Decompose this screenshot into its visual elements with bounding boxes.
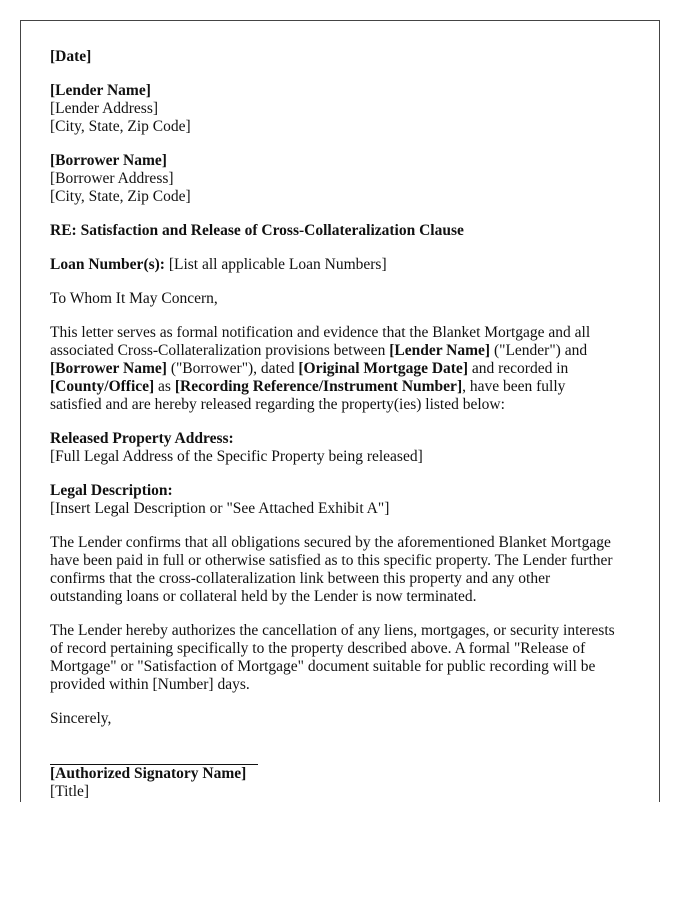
- text-line: The Lender confirms that all obligations secured by the aforementioned Blanket Mortgage: [50, 534, 611, 551]
- signatory-name: [Authorized Signatory Name]: [50, 765, 247, 782]
- legal-label: Legal Description:: [50, 482, 173, 499]
- signatory-title: [Title]: [50, 783, 90, 800]
- closing: Sincerely,: [50, 710, 112, 727]
- text-line: confirms that the cross-collateralization link between this property and any other: [50, 570, 551, 587]
- text-line: [50, 378, 649, 396]
- loan-label: Loan Number(s):: [50, 256, 165, 273]
- legal-value: [Insert Legal Description or "See Attached Exhibit A"]: [50, 500, 390, 517]
- text-segment: [Original Mortgage Date]: [298, 360, 468, 377]
- loan-value: [List all applicable Loan Numbers]: [164, 256, 387, 273]
- text-segment: [County/Office]: [50, 378, 155, 395]
- text-line: satisfied and are hereby released regarding the property(ies) listed below:: [50, 396, 505, 413]
- text-segment: ("Lender") and: [490, 342, 588, 359]
- text-line: The Lender hereby authorizes the cancellation of any liens, mortgages, or security interests: [50, 622, 615, 639]
- notification-paragraph: [50, 324, 649, 414]
- letter-page: [20, 20, 660, 802]
- borrower-name: [Borrower Name]: [50, 152, 167, 169]
- date: [50, 48, 649, 66]
- legal-description: [50, 482, 649, 518]
- letter-body: [50, 48, 649, 801]
- text-line: have been paid in full or otherwise satisfied as to this specific property. The Lender further: [50, 552, 613, 569]
- text-segment: and recorded in: [467, 360, 569, 377]
- borrower-address: [Borrower Address]: [50, 170, 174, 187]
- lender-block: [50, 82, 649, 136]
- borrower-city: [City, State, Zip Code]: [50, 188, 191, 205]
- released-value: [Full Legal Address of the Specific Property being released]: [50, 448, 423, 465]
- lender-address: [Lender Address]: [50, 100, 159, 117]
- text-line: outstanding loans or collateral held by the Lender is now terminated.: [50, 588, 477, 605]
- text-line: [50, 342, 649, 360]
- text-segment: [Lender Name]: [389, 342, 491, 359]
- lender-name: [Lender Name]: [50, 82, 151, 99]
- text-segment: associated Cross-Collateralization provisions between: [50, 342, 390, 359]
- text-line: Mortgage" or "Satisfaction of Mortgage" document suitable for public recording will be: [50, 658, 596, 675]
- text-line: [50, 360, 649, 378]
- borrower-block: [50, 152, 649, 206]
- text-segment: [Recording Reference/Instrument Number]: [174, 378, 463, 395]
- date-text: [Date]: [50, 48, 92, 65]
- subject-line: [50, 222, 649, 240]
- signature-line: [50, 744, 258, 765]
- lender-city: [City, State, Zip Code]: [50, 118, 191, 135]
- authorization-paragraph: [50, 622, 649, 694]
- text-line: provided within [Number] days.: [50, 676, 250, 693]
- loan-numbers: [50, 256, 649, 274]
- text-segment: as: [154, 378, 175, 395]
- salutation: To Whom It May Concern,: [50, 290, 218, 307]
- subject-text: RE: Satisfaction and Release of Cross-Collateralization Clause: [50, 222, 464, 239]
- confirmation-paragraph: [50, 534, 649, 606]
- text-segment: , have been fully: [462, 378, 566, 395]
- text-segment: [Borrower Name]: [50, 360, 167, 377]
- released-label: Released Property Address:: [50, 430, 234, 447]
- text-segment: ("Borrower"), dated: [166, 360, 299, 377]
- released-property: [50, 430, 649, 466]
- text-line: of record pertaining specifically to the property described above. A formal "Release of: [50, 640, 586, 657]
- text-line: This letter serves as formal notification and evidence that the Blanket Mortgage and all: [50, 324, 591, 341]
